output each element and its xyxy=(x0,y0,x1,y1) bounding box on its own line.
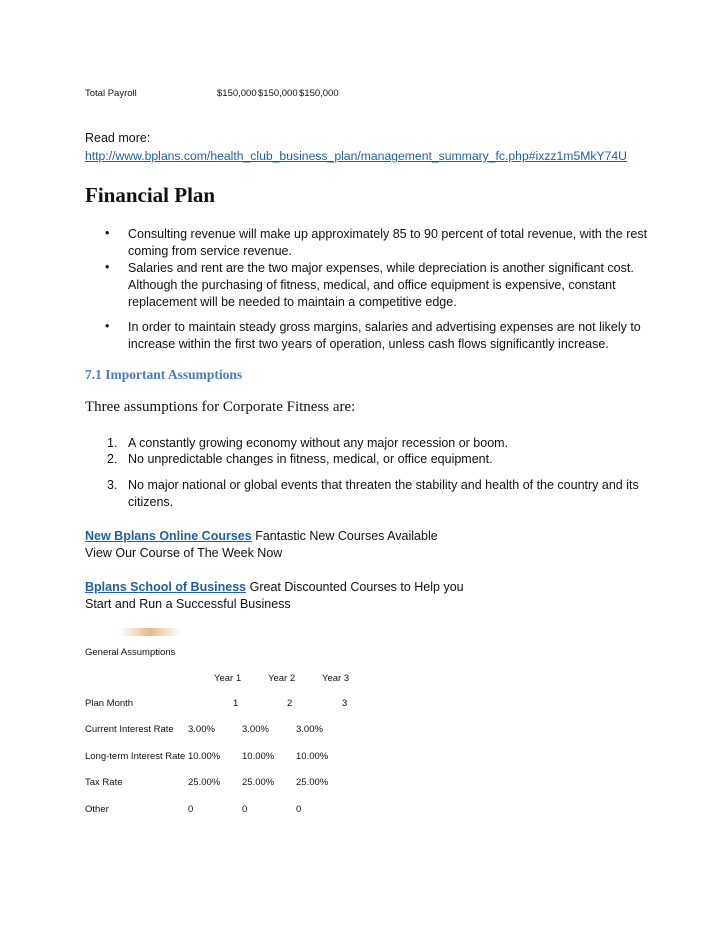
assumption-item-1 xyxy=(128,435,668,452)
row-other-year3: 0 xyxy=(296,804,302,815)
read-more-link[interactable]: http://www.bplans.com/health_club_business_plan/management_summary_fc.php#ixzz1m5MkY74U xyxy=(85,149,627,163)
bullet-icon: • xyxy=(105,319,110,333)
assumptions-intro: Three assumptions for Corporate Fitness are: xyxy=(85,399,356,415)
assumption-item-2 xyxy=(128,451,668,468)
bullet-1-line-2: coming from service revenue. xyxy=(128,244,292,258)
financial-plan-title: Financial Plan xyxy=(85,183,216,207)
bullet-1-line-1: Consulting revenue will make up approximately 85 to 90 percent of total revenue, with the rest xyxy=(128,227,648,241)
bullet-item-3 xyxy=(128,319,668,353)
row-longterm-interest-year1: 10.00% xyxy=(188,751,221,762)
header-year3: Year 3 xyxy=(322,673,350,684)
bullet-3-line-1: In order to maintain steady gross margins, salaries and advertising expenses are not likely to xyxy=(128,320,641,334)
assumption-2-line-1: No unpredictable changes in fitness, medical, or office equipment. xyxy=(128,452,493,466)
ad-1-line-1 xyxy=(85,528,438,545)
read-more-label: Read more: xyxy=(85,131,151,145)
payroll-year1: $150,000 xyxy=(217,88,257,99)
ad-1-link[interactable]: New Bplans Online Courses xyxy=(85,529,252,543)
bullet-icon: • xyxy=(105,226,110,240)
assumption-item-3 xyxy=(128,477,668,511)
row-tax-rate-year3: 25.00% xyxy=(296,777,329,788)
bullet-2-line-2: Although the purchasing of fitness, medical, and office equipment is expensive, constant xyxy=(128,278,616,292)
payroll-year2: $150,000 xyxy=(258,88,298,99)
row-tax-rate-year1: 25.00% xyxy=(188,777,221,788)
ad-2-line-1 xyxy=(85,579,464,596)
row-label-longterm-interest: Long-term Interest Rate xyxy=(85,751,186,762)
row-other-year1: 0 xyxy=(188,804,194,815)
row-other-year2: 0 xyxy=(242,804,248,815)
assumption-3-line-2: citizens. xyxy=(128,495,174,509)
header-year1: Year 1 xyxy=(214,673,242,684)
plan-month-year2: 2 xyxy=(287,698,293,709)
row-tax-rate-year2: 25.00% xyxy=(242,777,275,788)
list-number-3: 3. xyxy=(107,478,118,492)
image-fragment xyxy=(120,628,180,636)
bullet-item-1 xyxy=(128,226,668,260)
assumption-3-line-1: No major national or global events that threaten the stability and health of the country and its xyxy=(128,478,639,492)
header-year2: Year 2 xyxy=(268,673,296,684)
plan-month-label: Plan Month xyxy=(85,698,134,709)
plan-month-year3: 3 xyxy=(342,698,348,709)
assumptions-heading: 7.1 Important Assumptions xyxy=(85,367,243,382)
payroll-label: Total Payroll xyxy=(85,88,137,99)
assumption-1-line-1: A constantly growing economy without any major recession or boom. xyxy=(128,436,509,450)
payroll-year3: $150,000 xyxy=(299,88,339,99)
row-label-current-interest: Current Interest Rate xyxy=(85,724,174,735)
ad-2-line-2: Start and Run a Successful Business xyxy=(85,597,291,611)
plan-month-year1: 1 xyxy=(233,698,239,709)
bullet-item-2 xyxy=(128,260,668,311)
bullet-2-line-3: replacement will be needed to maintain a competitive edge. xyxy=(128,295,457,309)
ad-2-text: Great Discounted Courses to Help you xyxy=(246,580,464,594)
row-longterm-interest-year2: 10.00% xyxy=(242,751,275,762)
row-current-interest-year3: 3.00% xyxy=(296,724,323,735)
ad-1-text: Fantastic New Courses Available xyxy=(251,529,438,543)
row-longterm-interest-year3: 10.00% xyxy=(296,751,329,762)
row-current-interest-year2: 3.00% xyxy=(242,724,269,735)
bullet-2-line-1: Salaries and rent are the two major expenses, while depreciation is another significant cost. xyxy=(128,261,634,275)
table-title: General Assumptions xyxy=(85,647,176,658)
row-label-tax-rate: Tax Rate xyxy=(85,777,123,788)
list-number-2: 2. xyxy=(107,452,118,466)
bullet-3-line-2: increase within the first two years of operation, unless cash flows significantly increase. xyxy=(128,337,609,351)
ad-2-link[interactable]: Bplans School of Business xyxy=(85,580,247,594)
bullet-icon: • xyxy=(105,260,110,274)
row-current-interest-year1: 3.00% xyxy=(188,724,215,735)
list-number-1: 1. xyxy=(107,436,118,450)
row-label-other: Other xyxy=(85,804,109,815)
ad-1-line-2: View Our Course of The Week Now xyxy=(85,546,283,560)
